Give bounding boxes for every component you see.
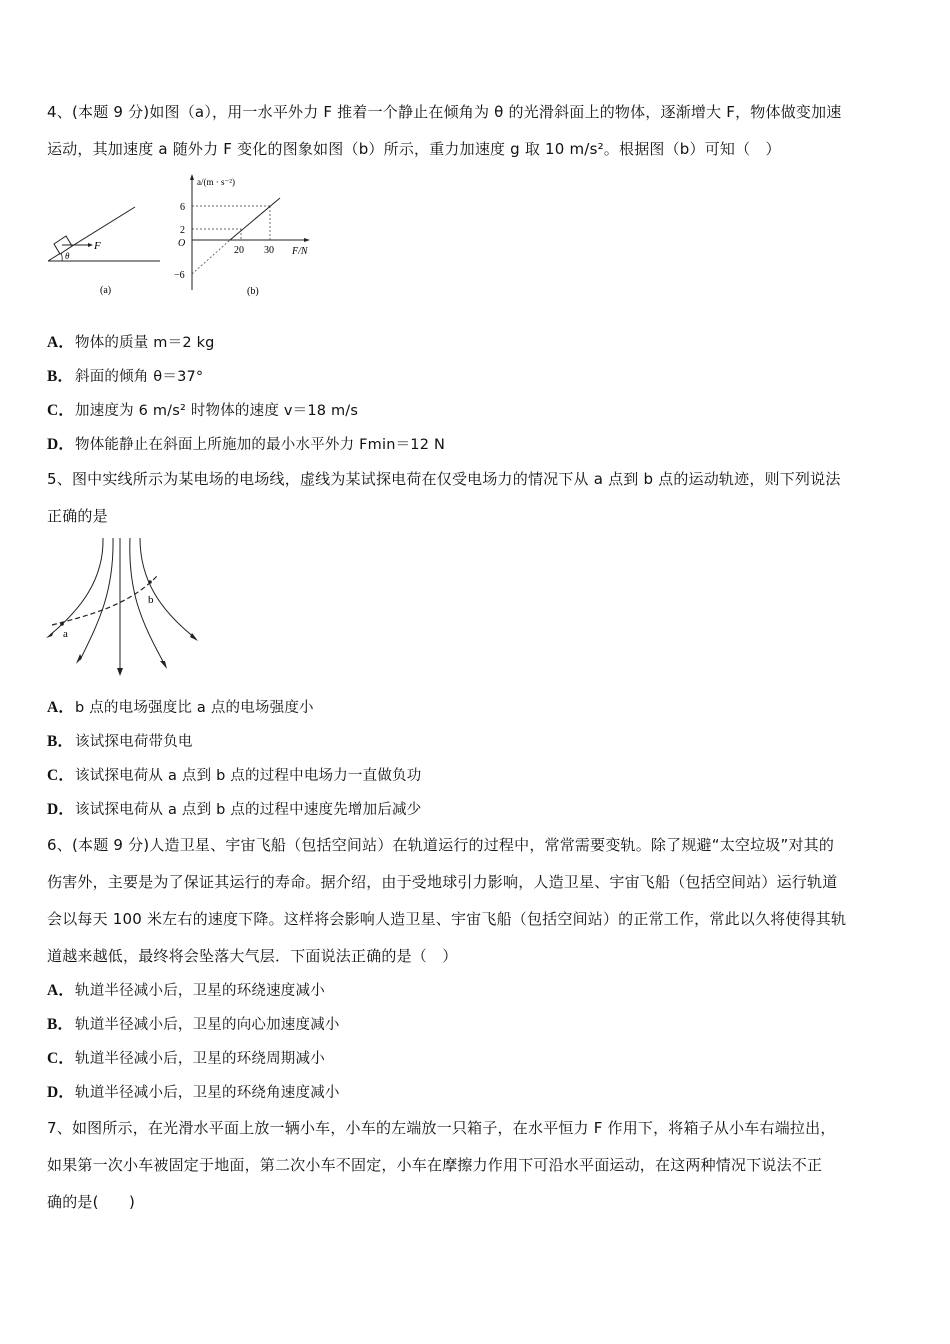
q7-stem-line-2: 如果第一次小车被固定于地面，第二次小车不固定，小车在摩擦力作用下可沿水平面运动，在这两种情况下说法不正	[47, 1156, 823, 1174]
q6-option-b[interactable]	[47, 1015, 340, 1035]
point-b-label: b	[148, 594, 154, 606]
option-label: B．	[47, 1016, 74, 1033]
q6-stem-line-1: 6、(本题 9 分)人造卫星、宇宙飞船（包括空间站）在轨道运行的过程中，常常需要变轨。除了规避“太空垃圾”对其的	[47, 836, 835, 854]
q5-stem-line-1: 5、图中实线所示为某电场的电场线，虚线为某试探电荷在仅受电场力的情况下从 a 点到 b 点的运动轨迹，则下列说法	[47, 470, 841, 488]
point-a-label: a	[63, 628, 68, 640]
option-text: 物体能静止在斜面上所施加的最小水平外力 Fmin＝12 N	[75, 437, 445, 453]
q7-stem-line-1: 7、如图所示，在光滑水平面上放一辆小车，小车的左端放一只箱子，在水平恒力 F 作用下，将箱子从小车右端拉出，	[47, 1119, 836, 1137]
y-tick-2: 2	[180, 225, 185, 236]
q5-option-d[interactable]	[47, 800, 421, 820]
angle-label: θ	[65, 251, 70, 261]
y-axis-label: a/(m · s⁻²)	[197, 177, 235, 187]
q4-option-c[interactable]	[47, 401, 358, 421]
q4-stem-line-2: 运动，其加速度 a 随外力 F 变化的图象如图（b）所示，重力加速度 g 取 10 m/s²。根据图（b）可知（ ）	[47, 140, 781, 158]
option-text: 物体的质量 m＝2 kg	[75, 335, 215, 351]
q4-stem-line-1: 4、(本题 9 分)如图（a），用一水平外力 F 推着一个静止在倾角为 θ 的光滑斜面上的物体，逐渐增大 F，物体做变加速	[47, 103, 842, 121]
option-label: C．	[47, 1050, 75, 1067]
caption-b: (b)	[247, 286, 259, 297]
q4-option-b[interactable]	[47, 367, 203, 387]
q6-option-c[interactable]	[47, 1049, 325, 1069]
q5-electric-field-figure	[40, 530, 220, 685]
q4-option-a[interactable]	[47, 333, 215, 353]
origin-label: O	[178, 238, 186, 249]
q5-option-c[interactable]	[47, 766, 421, 786]
y-tick-6: 6	[180, 202, 185, 213]
option-label: A．	[47, 334, 75, 351]
q4-figure-a-incline	[40, 195, 170, 300]
option-label: A．	[47, 982, 75, 999]
q6-stem-line-3: 会以每天 100 米左右的速度下降。这样将会影响人造卫星、宇宙飞船（包括空间站）的正常工作，常此以久将使得其轨	[47, 910, 847, 928]
option-label: D．	[47, 1084, 75, 1101]
option-text: 轨道半径减小后，卫星的环绕周期减小	[75, 1051, 325, 1067]
option-text: 斜面的倾角 θ＝37°	[75, 369, 204, 385]
q7-stem-line-3: 确的是( )	[47, 1193, 136, 1211]
x-tick-20: 20	[234, 245, 244, 256]
y-tick-neg6: −6	[174, 270, 185, 281]
q6-stem-line-4: 道越来越低，最终将会坠落大气层．下面说法正确的是（ ）	[47, 947, 458, 965]
q5-option-b[interactable]	[47, 732, 193, 752]
caption-a: (a)	[100, 285, 112, 296]
option-text: 该试探电荷从 a 点到 b 点的过程中电场力一直做负功	[75, 768, 422, 784]
option-text: 加速度为 6 m/s² 时物体的速度 v＝18 m/s	[75, 403, 359, 419]
option-label: D．	[47, 436, 75, 453]
q5-option-a[interactable]	[47, 698, 314, 718]
option-text: 该试探电荷带负电	[75, 734, 193, 750]
q6-stem-line-2: 伤害外，主要是为了保证其运行的寿命。据介绍，由于受地球引力影响，人造卫星、宇宙飞船（包括空间站）运行轨道	[47, 873, 838, 891]
option-text: 轨道半径减小后，卫星的环绕角速度减小	[75, 1085, 340, 1101]
option-label: D．	[47, 801, 75, 818]
q6-option-a[interactable]	[47, 981, 325, 1001]
option-label: B．	[47, 368, 74, 385]
option-text: b 点的电场强度比 a 点的电场强度小	[75, 700, 314, 716]
option-label: C．	[47, 402, 75, 419]
force-label: F	[94, 240, 101, 252]
q5-stem-line-2: 正确的是	[47, 507, 108, 525]
q4-option-d[interactable]	[47, 435, 445, 455]
option-text: 轨道半径减小后，卫星的向心加速度减小	[75, 1017, 340, 1033]
option-label: B．	[47, 733, 74, 750]
x-axis-label: F/N	[292, 246, 308, 257]
x-tick-30: 30	[264, 245, 274, 256]
option-text: 轨道半径减小后，卫星的环绕速度减小	[75, 983, 325, 999]
q6-option-d[interactable]	[47, 1083, 340, 1103]
q4-figure-b-graph	[170, 170, 330, 300]
option-text: 该试探电荷从 a 点到 b 点的过程中速度先增加后减少	[75, 802, 422, 818]
option-label: A．	[47, 699, 75, 716]
option-label: C．	[47, 767, 75, 784]
